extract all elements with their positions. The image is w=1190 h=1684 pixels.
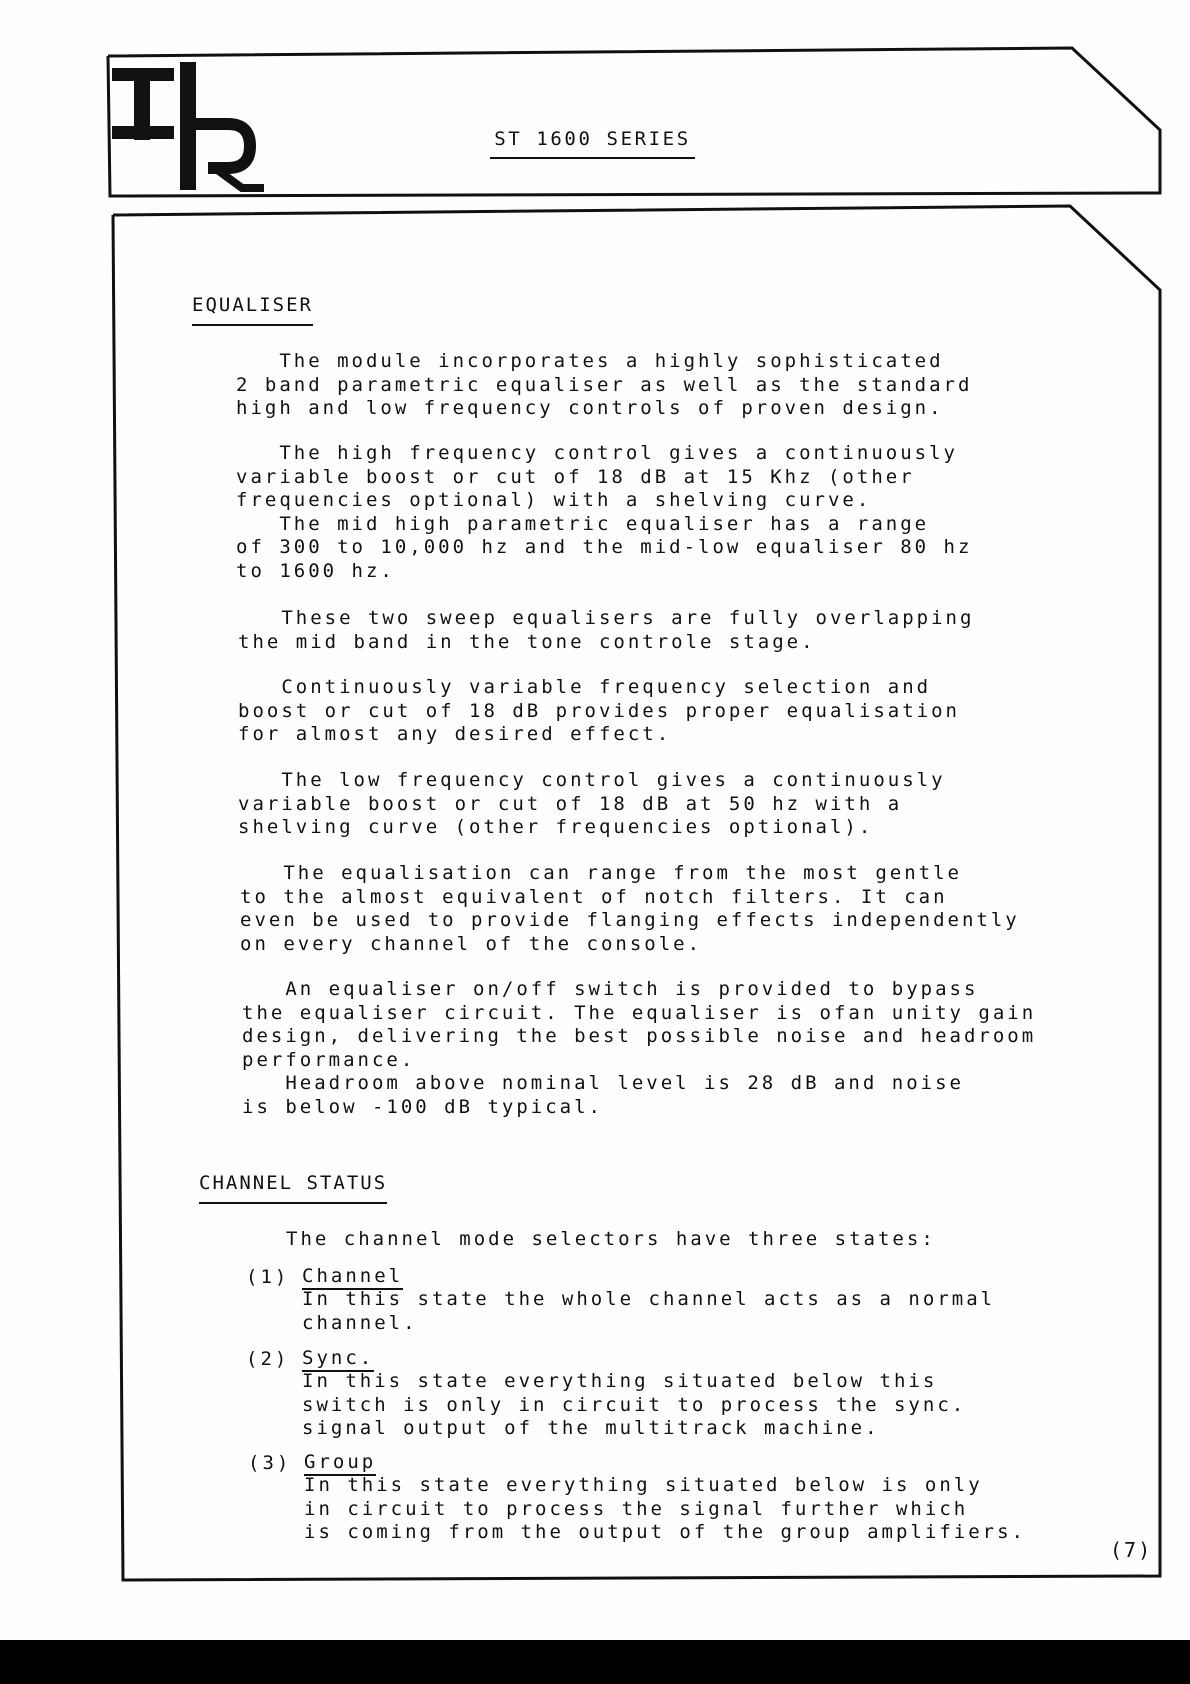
equaliser-paragraph-3: These two sweep equalisers are fully overlapping the mid band in the tone controle stage.	[238, 607, 975, 653]
series-title: ST 1600 SERIES	[490, 128, 695, 159]
channel-status-item-label: Group	[304, 1452, 376, 1476]
equaliser-paragraph-1: The module incorporates a highly sophisticated 2 band parametric equaliser as well as the standard high and low frequency controls of proven design.	[236, 350, 973, 419]
channel-status-heading: CHANNEL STATUS	[199, 1172, 387, 1204]
channel-status-item-number: (3)	[248, 1452, 292, 1474]
channel-status-item-label: Sync.	[302, 1348, 374, 1372]
equaliser-paragraph-5: The low frequency control gives a continuously variable boost or cut of 18 dB at 50 hz with a shelving curve (other frequencies optional).	[238, 769, 946, 838]
equaliser-paragraph-2: The high frequency control gives a continuously variable boost or cut of 18 dB at 15 Khz (other frequencies optional) with a shelving curve. The mid high parametric equaliser has a range of 300 to 10,000 hz and the mid-low equaliser 80 hz to 1600 hz.	[236, 442, 973, 582]
channel-status-item-text: In this state the whole channel acts as a normal channel.	[302, 1288, 996, 1334]
equaliser-paragraph-4: Continuously variable frequency selection and boost or cut of 18 dB provides proper equalisation for almost any desired effect.	[238, 676, 960, 745]
logo-r-stem	[180, 62, 196, 190]
channel-status-item-label: Channel	[302, 1266, 403, 1290]
ir-logo	[112, 62, 272, 192]
equaliser-heading: EQUALISER	[192, 294, 313, 326]
equaliser-paragraph-7: An equaliser on/off switch is provided to bypass the equaliser circuit. The equaliser is ofan unity gain design, delivering the best possible noise and headroom performance. Headroom above nominal level is 28 dB and noise is below -100 dB typical.	[242, 978, 1037, 1118]
channel-status-item-text: In this state everything situated below this switch is only in circuit to process the sync. signal output of the multitrack machine.	[302, 1370, 967, 1439]
bottom-scan-border	[0, 1640, 1190, 1684]
equaliser-paragraph-6: The equalisation can range from the most gentle to the almost equivalent of notch filters. It can even be used to provide flanging effects independently on every channel of the console.	[240, 862, 1020, 955]
channel-status-item-number: (2)	[246, 1348, 290, 1370]
logo-r-bowl	[196, 124, 250, 168]
channel-status-item-number: (1)	[246, 1266, 290, 1288]
logo-i-bottom-bar	[112, 126, 174, 139]
channel-status-item-text: In this state everything situated below is only in circuit to process the signal further which is coming from the output of the group amplifiers.	[304, 1474, 1026, 1543]
channel-status-intro: The channel mode selectors have three states:	[286, 1228, 936, 1250]
page-number: (7)	[1110, 1538, 1153, 1562]
